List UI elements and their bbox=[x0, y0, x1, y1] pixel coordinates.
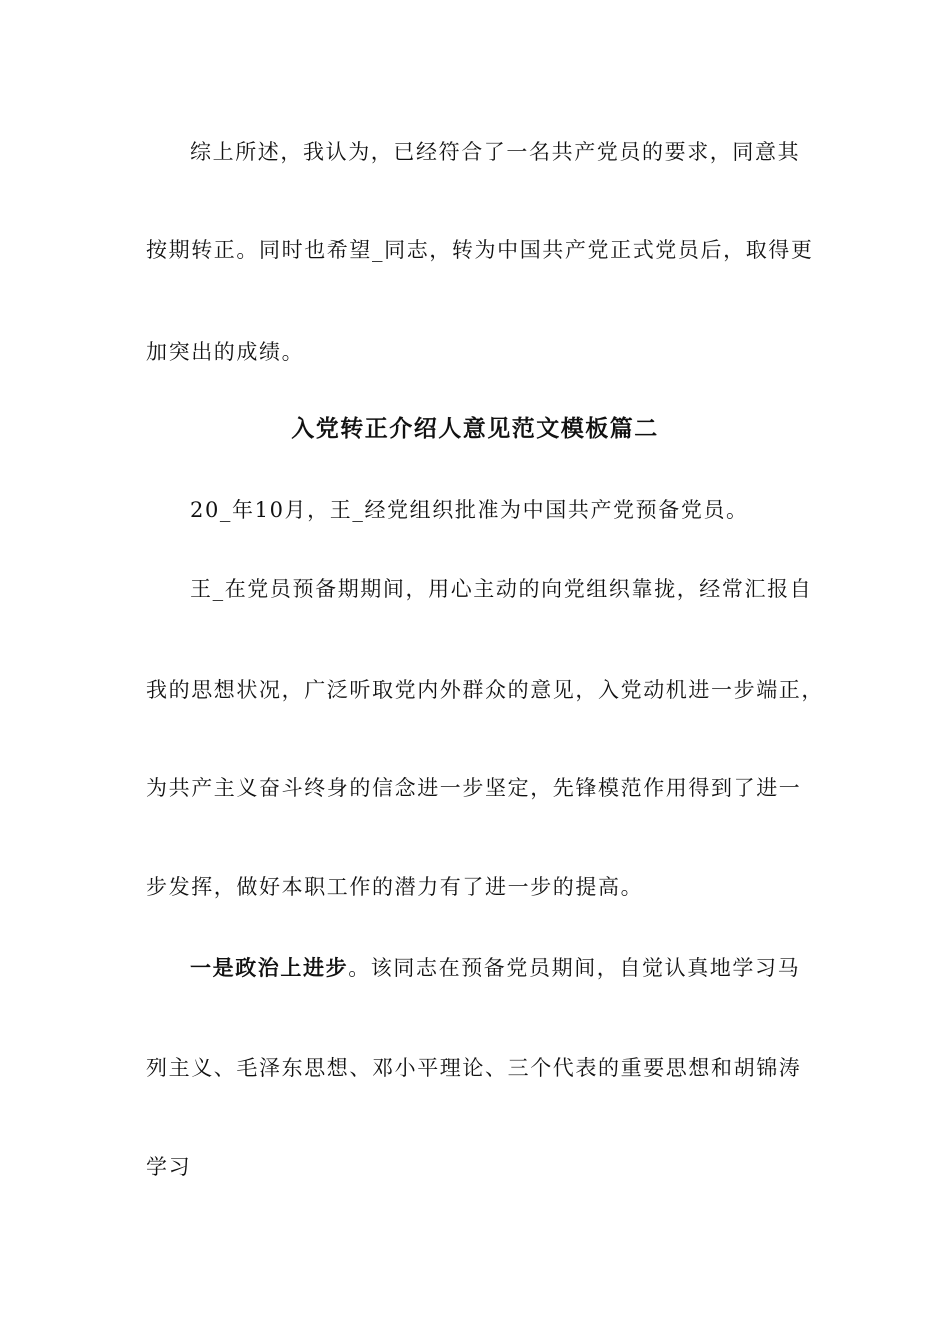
paragraph3-line3: 为共产主义奋斗终身的信念进一步坚定，先锋模范作用得到了进一 bbox=[146, 776, 802, 800]
paragraph3-line1: 王_在党员预备期期间，用心主动的向党组织靠拢，经常汇报自 bbox=[190, 577, 813, 601]
paragraph4-bold-lead: 一是政治上进步 bbox=[190, 956, 349, 980]
paragraph1-line2: 按期转正。同时也希望_同志，转为中国共产党正式党员后，取得更 bbox=[146, 238, 814, 262]
paragraph2-line1: 20_年10月，王_经党组织批准为中国共产党预备党员。 bbox=[190, 498, 749, 522]
paragraph4-line1 bbox=[190, 953, 800, 983]
paragraph1-line1: 综上所述，我认为，已经符合了一名共产党员的要求，同意其 bbox=[190, 140, 801, 164]
paragraph1-line3: 加突出的成绩。 bbox=[146, 340, 305, 364]
paragraph4-line3: 学习 bbox=[146, 1155, 192, 1179]
paragraph3-line2: 我的思想状况，广泛听取党内外群众的意见，入党动机进一步端正， bbox=[146, 678, 824, 702]
paragraph4-line1-rest: 。该同志在预备党员期间，自觉认真地学习马 bbox=[348, 956, 801, 980]
paragraph3-line4: 步发挥，做好本职工作的潜力有了进一步的提高。 bbox=[146, 875, 644, 899]
section-heading: 入党转正介绍人意见范文模板篇二 bbox=[291, 416, 659, 442]
paragraph4-line2: 列主义、毛泽东思想、邓小平理论、三个代表的重要思想和胡锦涛 bbox=[146, 1056, 802, 1080]
